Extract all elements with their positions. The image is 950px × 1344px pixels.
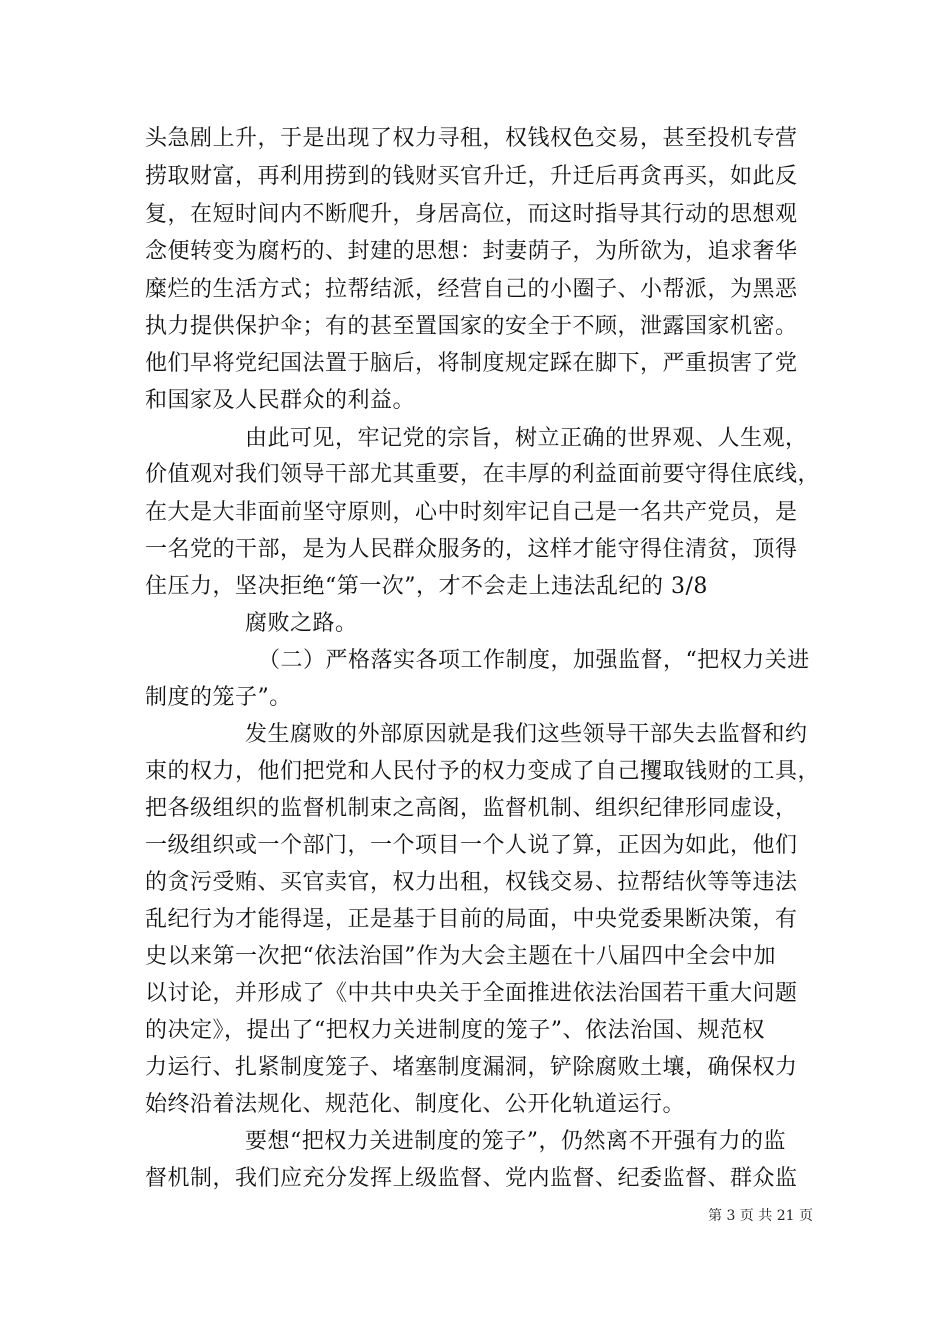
text-line: 的贪污受贿、买官卖官，权力出租，权钱交易、拉帮结伙等等违法 [145,870,798,895]
text-line: 束的权力，他们把党和人民付予的权力变成了自己攫取钱财的工具， [145,759,821,784]
text-line: 执力提供保护伞；有的甚至置国家的安全于不顾，泄露国家机密。 [145,314,798,339]
text-line: 史以来第一次把“依法治国”作为大会主题在十八届四中全会中加 [145,944,776,969]
text-line: 头急剧上升，于是出现了权力寻租，权钱权色交易，甚至投机专营 [145,126,798,151]
text-line: 把各级组织的监督机制束之高阁，监督机制、组织纪律形同虚设， [145,796,798,821]
text-line: 始终沿着法规化、规范化、制度化、公开化轨道运行。 [145,1092,686,1117]
section-heading-continuation: 制度的笼子”。 [145,685,292,710]
paragraph-start-line: 发生腐败的外部原因就是我们这些领导干部失去监督和约 [245,722,808,747]
text-line: 一名党的干部，是为人民群众服务的，这样才能守得住清贫，顶得 [145,537,798,562]
page-footer-number: 第 3 页 共 21 页 [708,1208,813,1224]
text-line: 复，在短时间内不断爬升，身居高位，而这时指导其行动的思想观 [145,202,798,227]
text-line: 住压力，坚决拒绝“第一次”，才不会走上违法乱纪的 3/8 [145,574,708,599]
text-line: 念便转变为腐朽的、封建的思想：封妻荫子，为所欲为，追求奢华 [145,239,798,264]
text-line: 和国家及人民群众的利益。 [145,388,416,413]
text-line: 督机制，我们应充分发挥上级监督、党内监督、纪委监督、群众监 [145,1166,798,1191]
text-line: 在大是大非面前坚守原则，心中时刻牢记自己是一名共产党员，是 [145,500,798,525]
section-heading: （二）严格落实各项工作制度，加强监督，“把权力关进 [258,648,810,673]
text-line: 乱纪行为才能得逞，正是基于目前的局面，中央党委果断决策，有 [145,907,798,932]
text-line: 糜烂的生活方式；拉帮结派，经营自己的小圈子、小帮派，为黑恶 [145,277,798,302]
text-line: 以讨论，并形成了《中共中央关于全面推进依法治国若干重大问题 [145,981,798,1006]
paragraph-start-line: 由此可见，牢记党的宗旨，树立正确的世界观、人生观， [245,426,808,451]
text-line: 一级组织或一个部门，一个项目一个人说了算，正因为如此，他们 [145,833,798,858]
text-line: 捞取财富，再利用捞到的钱财买官升迁，升迁后再贪再买，如此反 [145,164,798,189]
text-line: 的决定》，提出了“把权力关进制度的笼子”、依法治国、规范权 [145,1018,765,1043]
text-line: 价值观对我们领导干部尤其重要，在丰厚的利益面前要守得住底线， [145,462,821,487]
text-line: 腐败之路。 [245,611,358,636]
text-line: 力运行、扎紧制度笼子、堵塞制度漏洞，铲除腐败土壤，确保权力 [145,1055,798,1080]
text-line: 他们早将党纪国法置于脑后，将制度规定踩在脚下，严重损害了党 [145,351,798,376]
paragraph-start-line: 要想“把权力关进制度的笼子”，仍然离不开强有力的监 [245,1129,786,1154]
